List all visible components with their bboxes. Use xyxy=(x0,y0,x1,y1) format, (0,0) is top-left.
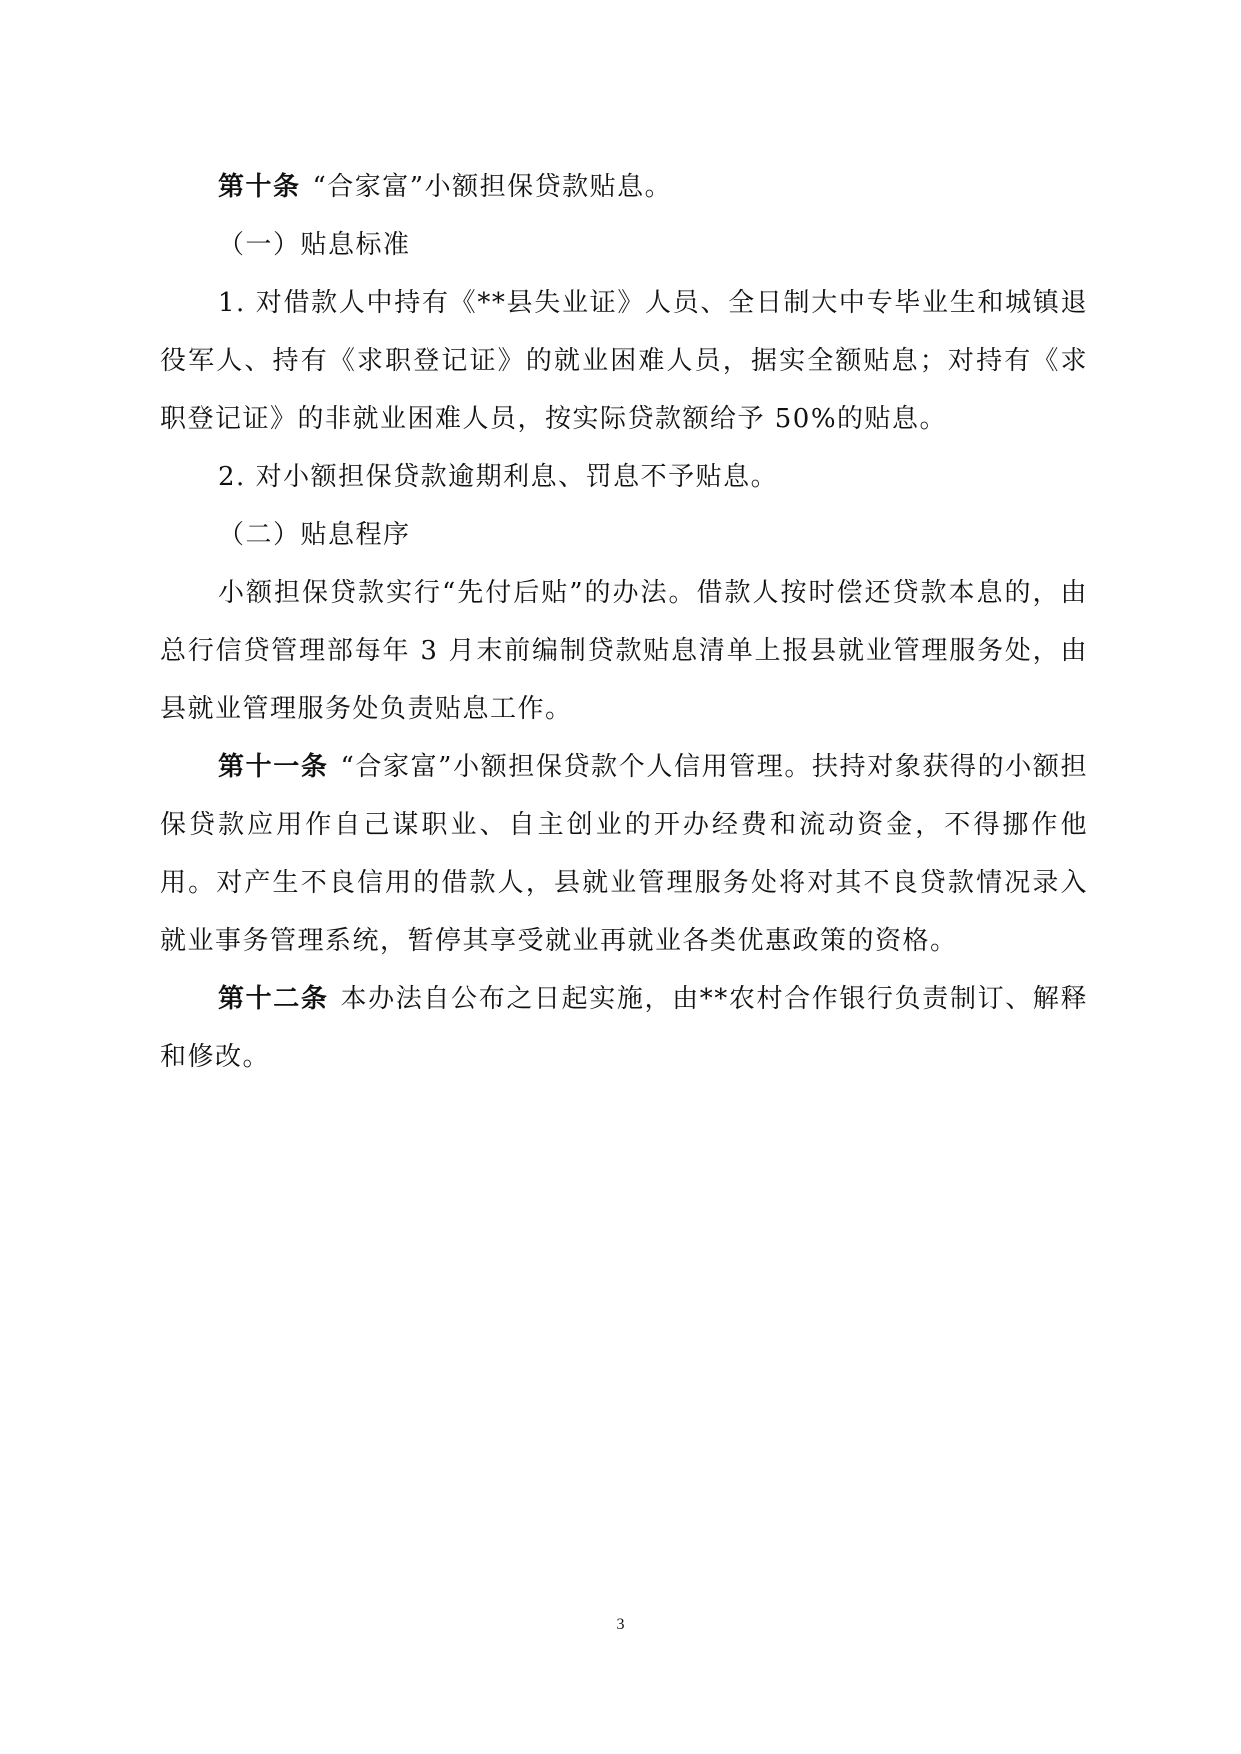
article-10 xyxy=(160,158,1088,216)
article-11-text: “合家富”小额担保贷款个人信用管理。扶持对象获得的小额担保贷款应用作自己谋职业、自主创业的开办经费和流动资金，不得挪作他用。对产生不良信用的借款人，县就业管理服务处将对其不良贷款情况录入就业事务管理系统，暂停其享受就业再就业各类优惠政策的资格。 xyxy=(160,752,1088,956)
article-11 xyxy=(160,738,1088,970)
article-10-text: “合家富”小额担保贷款贴息。 xyxy=(312,172,673,202)
item-1: 1. 对借款人中持有《**县失业证》人员、全日制大中专毕业生和城镇退役军人、持有《求职登记证》的就业困难人员，据实全额贴息；对持有《求职登记证》的非就业困难人员，按实际贷款额给予 50%的贴息。 xyxy=(160,288,1088,434)
article-12-text: 本办法自公布之日起实施，由**农村合作银行负责制订、解释和修改。 xyxy=(160,984,1088,1072)
procedure-paragraph: 小额担保贷款实行“先付后贴”的办法。借款人按时偿还贷款本息的，由总行信贷管理部每年 3 月末前编制贷款贴息清单上报县就业管理服务处，由县就业管理服务处负责贴息工作。 xyxy=(160,578,1088,724)
section-1-title: （一）贴息标准 xyxy=(218,230,411,260)
item-2: 2. 对小额担保贷款逾期利息、罚息不予贴息。 xyxy=(218,462,779,492)
article-11-heading: 第十一条 xyxy=(218,752,329,782)
article-10-heading: 第十条 xyxy=(218,172,301,202)
article-12 xyxy=(160,970,1088,1086)
page-number: 3 xyxy=(616,1616,625,1633)
section-2-title: （二）贴息程序 xyxy=(218,520,411,550)
article-12-heading: 第十二条 xyxy=(218,984,329,1014)
document-body xyxy=(160,158,1088,1086)
